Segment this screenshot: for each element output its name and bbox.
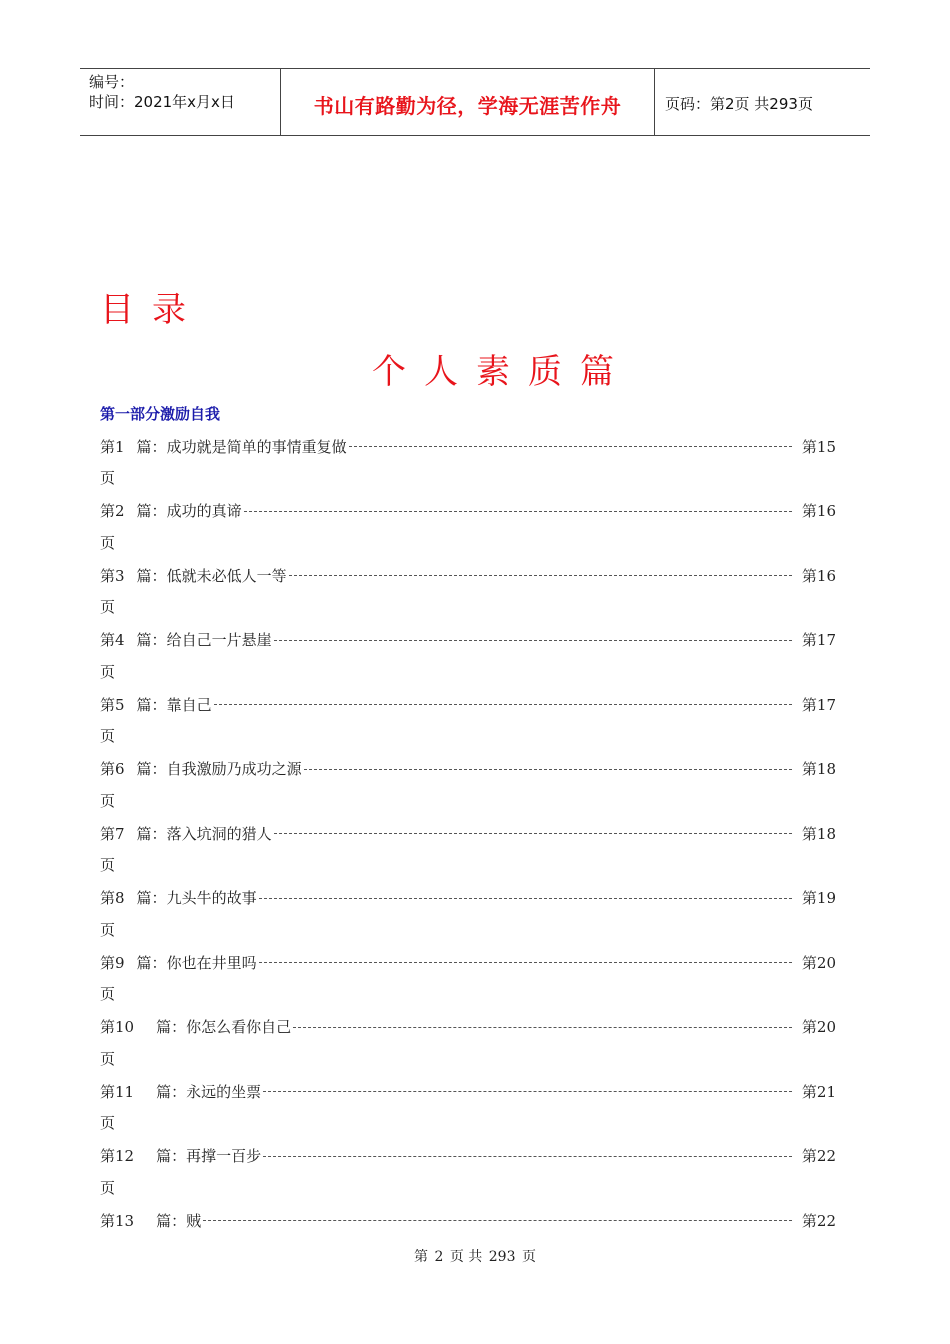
entry-number: 第12 bbox=[100, 1147, 135, 1165]
dot-leader bbox=[304, 769, 792, 771]
toc-entry[interactable] bbox=[100, 498, 836, 563]
entry-page: 第16 bbox=[801, 502, 836, 520]
entry-number: 第9 bbox=[100, 953, 125, 972]
entry-title: 你也在井里吗 bbox=[166, 953, 257, 972]
header-page-info: 页码：第2页 共293页 bbox=[665, 94, 813, 113]
entry-title: 靠自己 bbox=[166, 695, 212, 714]
entry-title: 低就未必低人一等 bbox=[166, 566, 287, 585]
entry-number: 第6 bbox=[100, 760, 125, 778]
entry-page: 第18 bbox=[801, 760, 836, 778]
footer-page: 2 bbox=[434, 1249, 444, 1265]
header-meta bbox=[80, 69, 281, 135]
entry-page-suffix: 页 bbox=[100, 920, 116, 939]
dot-leader bbox=[259, 962, 792, 964]
entry-label: 篇： bbox=[136, 824, 167, 843]
entry-number: 第10 bbox=[100, 1018, 135, 1036]
header-motto: 书山有路勤为径，学海无涯苦作舟 bbox=[281, 69, 655, 135]
part-title: 个人素质篇 bbox=[372, 352, 632, 392]
toc-entry[interactable] bbox=[100, 562, 836, 627]
entry-title: 给自己一片悬崖 bbox=[166, 631, 272, 649]
entry-label: 篇： bbox=[156, 1018, 187, 1036]
entry-page-suffix: 页 bbox=[100, 985, 116, 1003]
entry-page: 第15 bbox=[801, 437, 836, 456]
entry-number: 第8 bbox=[100, 889, 125, 907]
dot-leader bbox=[244, 511, 792, 513]
entry-title: 贼 bbox=[186, 1211, 202, 1230]
toc-entry[interactable] bbox=[100, 820, 836, 885]
toc-list bbox=[100, 433, 836, 1272]
page-footer bbox=[0, 1246, 950, 1266]
entry-title: 你怎么看你自己 bbox=[186, 1018, 292, 1036]
entry-label: 篇： bbox=[136, 760, 167, 778]
entry-label: 篇： bbox=[136, 502, 167, 520]
section-title: 第一部分激励自我 bbox=[100, 405, 221, 423]
entry-label: 篇： bbox=[136, 889, 167, 907]
footer-total: 293 bbox=[488, 1249, 516, 1265]
entry-label: 篇： bbox=[156, 1082, 187, 1101]
entry-page-suffix: 页 bbox=[100, 856, 116, 874]
entry-number: 第5 bbox=[100, 695, 125, 714]
entry-page: 第16 bbox=[801, 566, 836, 585]
toc-entry[interactable] bbox=[100, 433, 836, 498]
entry-page-suffix: 页 bbox=[100, 1049, 116, 1068]
footer-prefix: 第 bbox=[414, 1249, 429, 1265]
entry-page: 第19 bbox=[801, 889, 836, 907]
entry-page-suffix: 页 bbox=[100, 727, 116, 745]
dot-leader bbox=[259, 898, 792, 900]
entry-page: 第18 bbox=[801, 824, 836, 843]
entry-page: 第17 bbox=[801, 631, 836, 649]
dot-leader bbox=[289, 575, 792, 577]
entry-number: 第11 bbox=[100, 1082, 135, 1101]
entry-number: 第1 bbox=[100, 437, 125, 456]
entry-title: 成功的真谛 bbox=[166, 502, 242, 520]
entry-label: 篇： bbox=[136, 695, 167, 714]
entry-title: 成功就是简单的事情重复做 bbox=[166, 437, 347, 456]
code-label: 编号： bbox=[89, 73, 135, 91]
toc-entry[interactable] bbox=[100, 1143, 836, 1208]
dot-leader bbox=[293, 1027, 792, 1029]
dot-leader bbox=[274, 640, 792, 642]
entry-title: 九头牛的故事 bbox=[166, 889, 257, 907]
entry-page-suffix: 页 bbox=[100, 598, 116, 616]
toc-entry[interactable] bbox=[100, 1078, 836, 1143]
entry-page: 第21 bbox=[801, 1082, 836, 1101]
footer-suffix: 页 bbox=[521, 1249, 536, 1265]
footer-mid: 页 共 bbox=[449, 1249, 483, 1265]
toc-entry[interactable] bbox=[100, 756, 836, 821]
toc-entry[interactable] bbox=[100, 1014, 836, 1079]
entry-label: 篇： bbox=[136, 631, 167, 649]
entry-page-suffix: 页 bbox=[100, 533, 116, 552]
entry-title: 永远的坐票 bbox=[186, 1082, 262, 1101]
entry-title: 自我激励乃成功之源 bbox=[166, 760, 302, 778]
entry-number: 第7 bbox=[100, 824, 125, 843]
toc-entry[interactable] bbox=[100, 691, 836, 756]
time-label: 时间：2021年x月x日 bbox=[89, 93, 235, 111]
entry-title: 落入坑洞的猎人 bbox=[166, 824, 272, 843]
entry-label: 篇： bbox=[156, 1147, 187, 1165]
toc-entry[interactable] bbox=[100, 885, 836, 950]
entry-page: 第20 bbox=[801, 953, 836, 972]
toc-title: 目录 bbox=[100, 290, 204, 330]
entry-label: 篇： bbox=[156, 1211, 187, 1230]
entry-page: 第22 bbox=[801, 1211, 836, 1230]
dot-leader bbox=[263, 1091, 792, 1093]
entry-title: 再撑一百步 bbox=[186, 1147, 262, 1165]
entry-number: 第13 bbox=[100, 1211, 135, 1230]
entry-number: 第2 bbox=[100, 502, 125, 520]
entry-label: 篇： bbox=[136, 437, 167, 456]
entry-page: 第20 bbox=[801, 1018, 836, 1036]
entry-page: 第17 bbox=[801, 695, 836, 714]
entry-page: 第22 bbox=[801, 1147, 836, 1165]
dot-leader bbox=[263, 1156, 792, 1158]
entry-page-suffix: 页 bbox=[100, 662, 116, 681]
entry-number: 第4 bbox=[100, 631, 125, 649]
page-header bbox=[80, 68, 870, 136]
entry-label: 篇： bbox=[136, 566, 167, 585]
entry-page-suffix: 页 bbox=[100, 1114, 116, 1132]
dot-leader bbox=[203, 1220, 792, 1222]
entry-page-suffix: 页 bbox=[100, 791, 116, 810]
toc-entry[interactable] bbox=[100, 627, 836, 692]
entry-label: 篇： bbox=[136, 953, 167, 972]
dot-leader bbox=[274, 833, 792, 835]
dot-leader bbox=[214, 704, 792, 706]
dot-leader bbox=[349, 446, 792, 448]
entry-page-suffix: 页 bbox=[100, 469, 116, 487]
entry-page-suffix: 页 bbox=[100, 1178, 116, 1197]
entry-number: 第3 bbox=[100, 566, 125, 585]
toc-entry[interactable] bbox=[100, 949, 836, 1014]
